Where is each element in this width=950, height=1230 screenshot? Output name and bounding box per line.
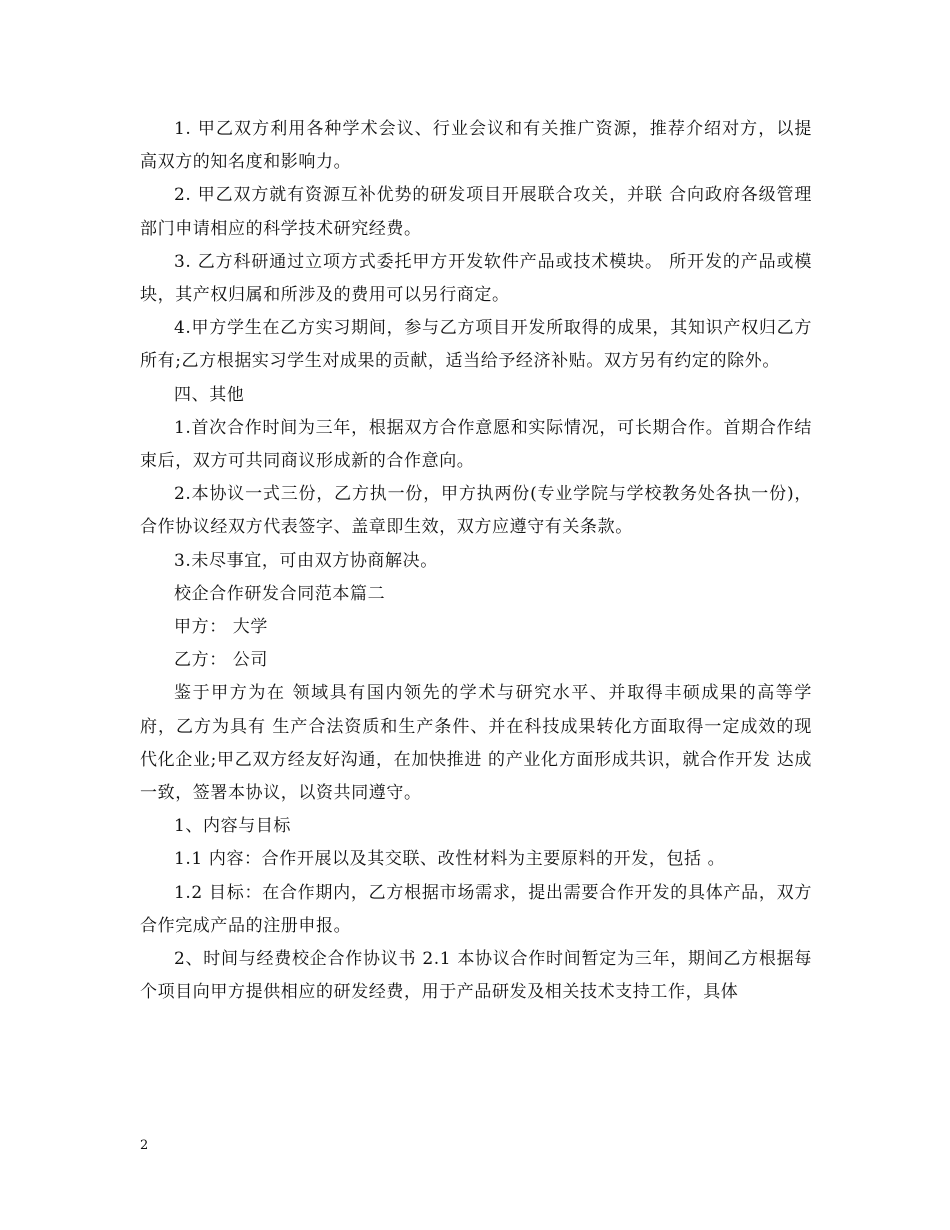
paragraph-other-2: 2.本协议一式三份，乙方执一份，甲方执两份(专业学院与学校教务处各执一份)，合作协议经双方代表签字、盖章即生效，双方应遵守有关条款。 [140,484,812,538]
clause-2-time-funding: 2、时间与经费校企合作协议书 2.1 本协议合作时间暂定为三年，期间乙方根据每个项目向甲方提供相应的研发经费，用于产品研发及相关技术支持工作，具体 [140,949,812,1003]
paragraph-1: 1. 甲乙双方利用各种学术会议、行业会议和有关推广资源，推荐介绍对方，以提高双方的知名度和影响力。 [140,119,812,173]
preamble-paragraph: 鉴于甲方为在 领域具有国内领先的学术与研究水平、并取得丰硕成果的高等学府，乙方为具有 生产合法资质和生产条件、并在科技成果转化方面取得一定成效的现代化企业;甲乙双方经友好沟通，在加快推进 的产业化方面形成共识，就合作开发 达成一致，签署本协议，以资共同遵守。 [140,683,812,804]
clause-1-2: 1.2 目标：在合作期内，乙方根据市场需求，提出需要合作开发的具体产品，双方合作完成产品的注册申报。 [140,882,812,936]
article-title: 校企合作研发合同范本篇二 [174,583,386,604]
clause-1-1: 1.1 内容：合作开展以及其交联、改性材料为主要原料的开发，包括 。 [174,849,726,870]
document-body [140,113,812,1009]
party-b-line: 乙方： 公司 [174,650,269,671]
paragraph-other-1: 1.首次合作时间为三年，根据双方合作意愿和实际情况，可长期合作。首期合作结束后，双方可共同商议形成新的合作意向。 [140,417,812,472]
party-a-line: 甲方： 大学 [174,617,269,638]
paragraph-4: 4.甲方学生在乙方实习期间，参与乙方项目开发所取得的成果，其知识产权归乙方所有;乙方根据实习学生对成果的贡献，适当给予经济补贴。双方另有约定的除外。 [140,318,812,372]
section-heading-content-goals: 1、内容与目标 [174,816,292,837]
section-heading-other: 四、其他 [174,384,245,405]
paragraph-2: 2. 甲乙双方就有资源互补优势的研发项目开展联合攻关，并联 合向政府各级管理部门申请相应的科学技术研究经费。 [140,185,812,239]
page-number: 2 [140,1138,149,1153]
paragraph-3: 3. 乙方科研通过立项方式委托甲方开发软件产品或技术模块。 所开发的产品或模块，其产权归属和所涉及的费用可以另行商定。 [140,251,812,306]
paragraph-other-3: 3.未尽事宜，可由双方协商解决。 [174,550,438,571]
